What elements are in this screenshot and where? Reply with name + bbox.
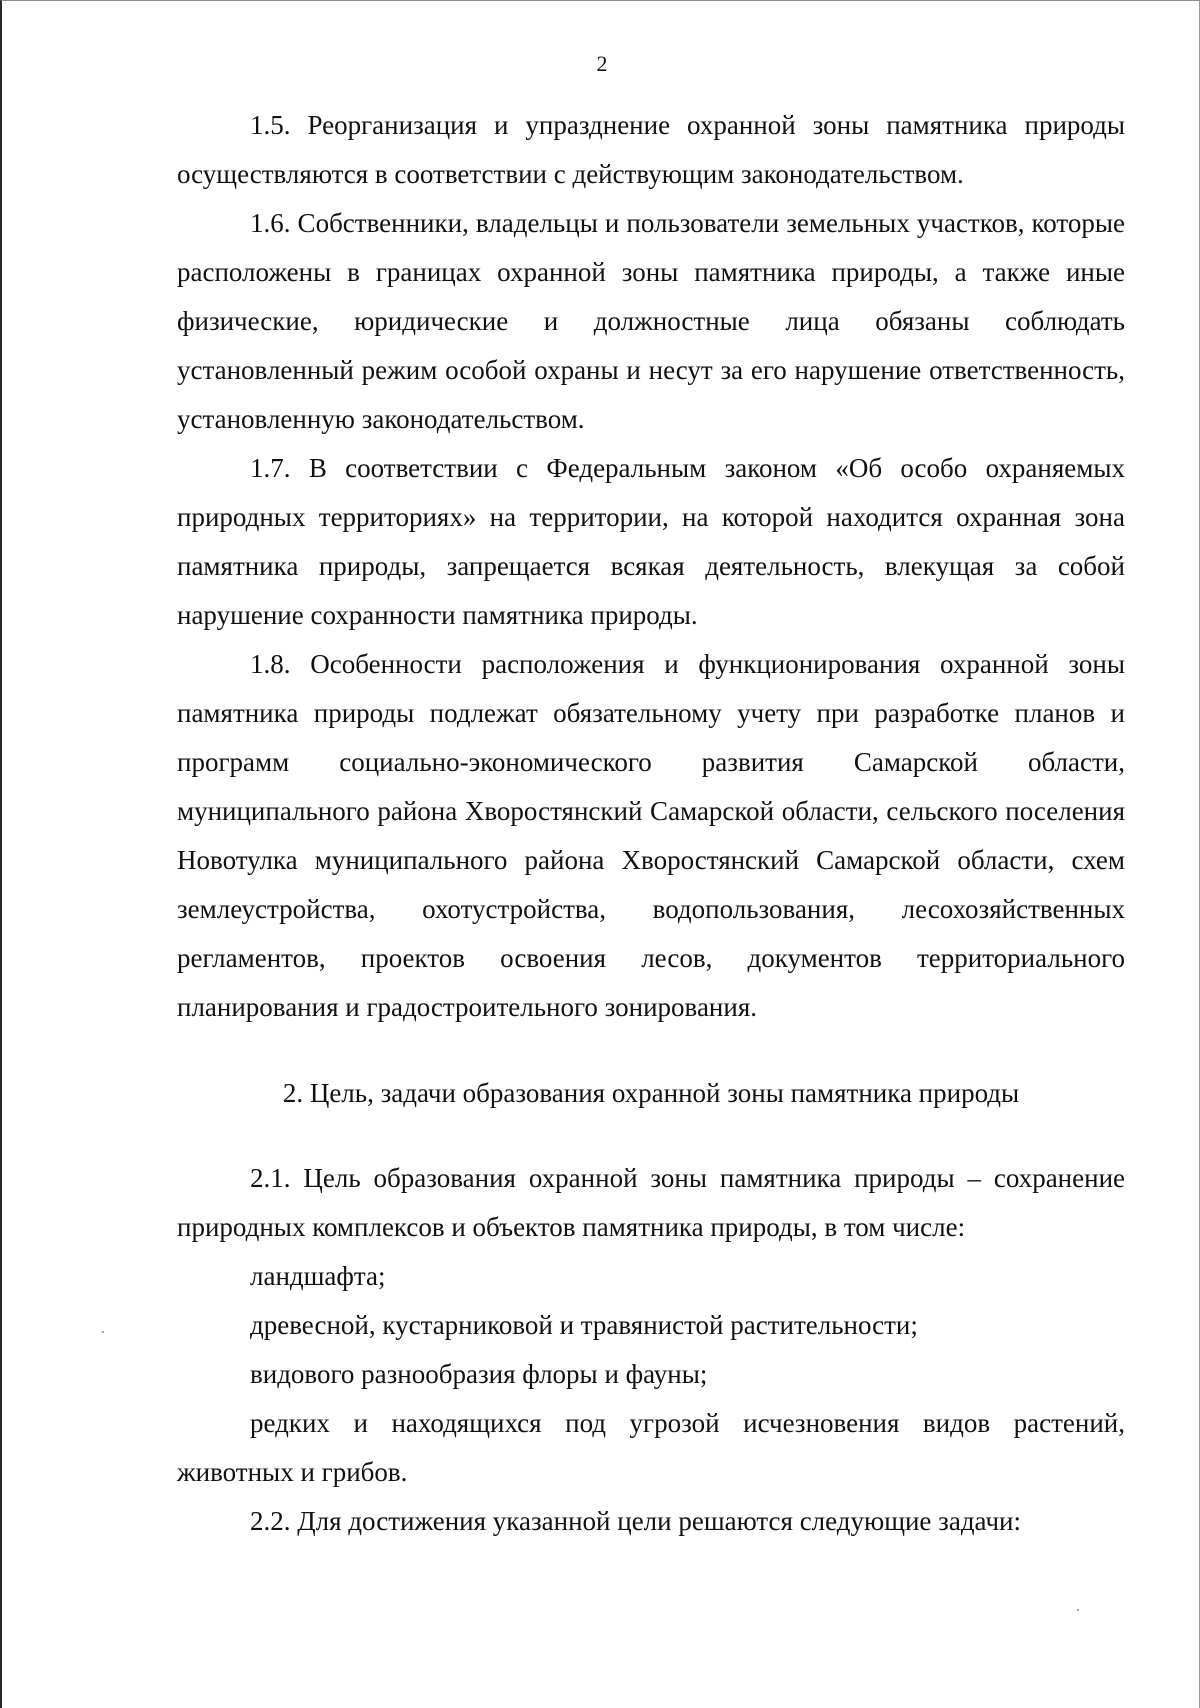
- paragraph-1-8: 1.8. Особенности расположения и функционирования охранной зоны памятника природы подлежат обязательному учету при разработке планов и программ социально-экономического развития Самарской области, муниципального района Хворостянский Самарской области, сельского поселения Новотулка муниципального района Хворостянский Самарской области, схем землеустройства, охотустройства, водопользования, лесохозяйственных регламентов, проектов освоения лесов, документов территориального планирования и градостроительного зонирования.: [177, 649, 1125, 1022]
- scan-speck: [1077, 1609, 1079, 1611]
- paragraph-2-1: 2.1. Цель образования охранной зоны памятника природы – сохранение природных комплексов и объектов памятника природы, в том числе:: [177, 1163, 1125, 1242]
- document-body: [177, 101, 1125, 1546]
- list-item-vegetation: древесной, кустарниковой и травянистой растительности;: [250, 1310, 918, 1340]
- list-item-landscape: ландшафта;: [250, 1261, 386, 1291]
- paragraph-1-7: 1.7. В соответствии с Федеральным законом «Об особо охраняемых природных территориях» на территории, на которой находится охранная зона памятника природы, запрещается всякая деятельность, влекущая за собой нарушение сохранности памятника природы.: [177, 453, 1125, 630]
- list-item-biodiversity: видового разнообразия флоры и фауны;: [250, 1359, 708, 1389]
- paragraph-2-2: 2.2. Для достижения указанной цели решаются следующие задачи:: [250, 1506, 1021, 1536]
- scan-speck: [102, 1331, 104, 1333]
- list-item-rare-species: редких и находящихся под угрозой исчезновения видов растений, животных и грибов.: [177, 1408, 1125, 1487]
- page-number: 2: [596, 51, 608, 76]
- paragraph-1-5: 1.5. Реорганизация и упразднение охранной зоны памятника природы осуществляются в соответствии с действующим законодательством.: [177, 110, 1125, 189]
- paragraph-1-6: 1.6. Собственники, владельцы и пользователи земельных участков, которые расположены в границах охранной зоны памятника природы, а также иные физические, юридические и должностные лица обязаны соблюдать установленный режим особой охраны и несут за его нарушение ответственность, установленную законодательством.: [177, 208, 1125, 434]
- section-2-heading: 2. Цель, задачи образования охранной зоны памятника природы: [282, 1078, 1020, 1108]
